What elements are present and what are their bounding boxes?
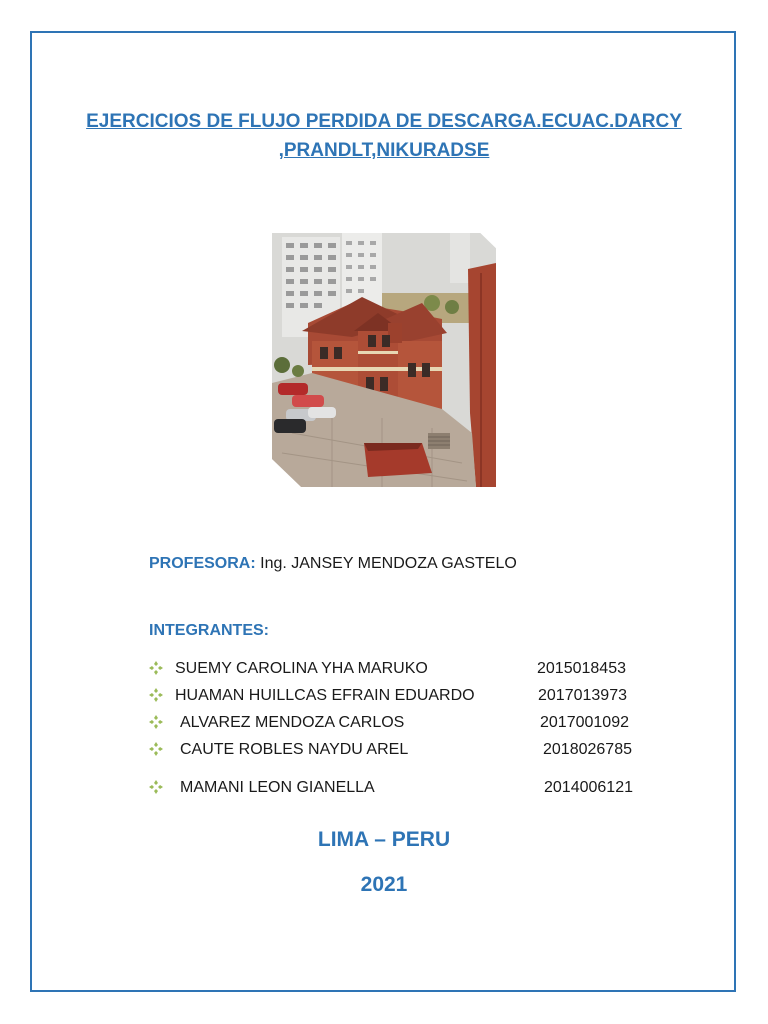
- professor-name: Ing. JANSEY MENDOZA GASTELO: [260, 555, 517, 572]
- diamond-bullet-icon: [149, 661, 163, 675]
- member-code: 2015018453: [537, 660, 626, 677]
- member-code: 2017013973: [538, 687, 627, 704]
- member-row: [149, 660, 669, 682]
- diamond-bullet-icon: [149, 780, 163, 794]
- diamond-bullet-icon: [149, 742, 163, 756]
- member-name: ALVAREZ MENDOZA CARLOS: [180, 714, 405, 731]
- diamond-bullet-icon: [149, 715, 163, 729]
- member-row: [149, 714, 669, 736]
- professor-label: PROFESORA:: [149, 555, 256, 572]
- members-heading: INTEGRANTES:: [149, 622, 269, 639]
- cover-photo: [272, 233, 496, 487]
- title-line-1: EJERCICIOS DE FLUJO PERDIDA DE DESCARGA.ECUAC.DARCY: [86, 111, 682, 132]
- member-code: 2018026785: [543, 741, 632, 758]
- member-name: MAMANI LEON GIANELLA: [180, 779, 375, 796]
- member-code: 2017001092: [540, 714, 629, 731]
- title-line-2: ,PRANDLT,NIKURADSE: [278, 140, 490, 161]
- member-code: 2014006121: [544, 779, 633, 796]
- member-row: [149, 741, 669, 763]
- document-title: [60, 107, 708, 165]
- member-name: HUAMAN HUILLCAS EFRAIN EDUARDO: [175, 687, 475, 704]
- professor-line: [149, 555, 517, 573]
- location-text: LIMA – PERU: [317, 828, 451, 851]
- member-name: CAUTE ROBLES NAYDU AREL: [180, 741, 409, 758]
- building-photo-illustration: [272, 233, 496, 487]
- member-name: SUEMY CAROLINA YHA MARUKO: [175, 660, 428, 677]
- diamond-bullet-icon: [149, 688, 163, 702]
- member-row: [149, 779, 669, 801]
- year-text: 2021: [360, 873, 408, 896]
- member-row: [149, 687, 669, 709]
